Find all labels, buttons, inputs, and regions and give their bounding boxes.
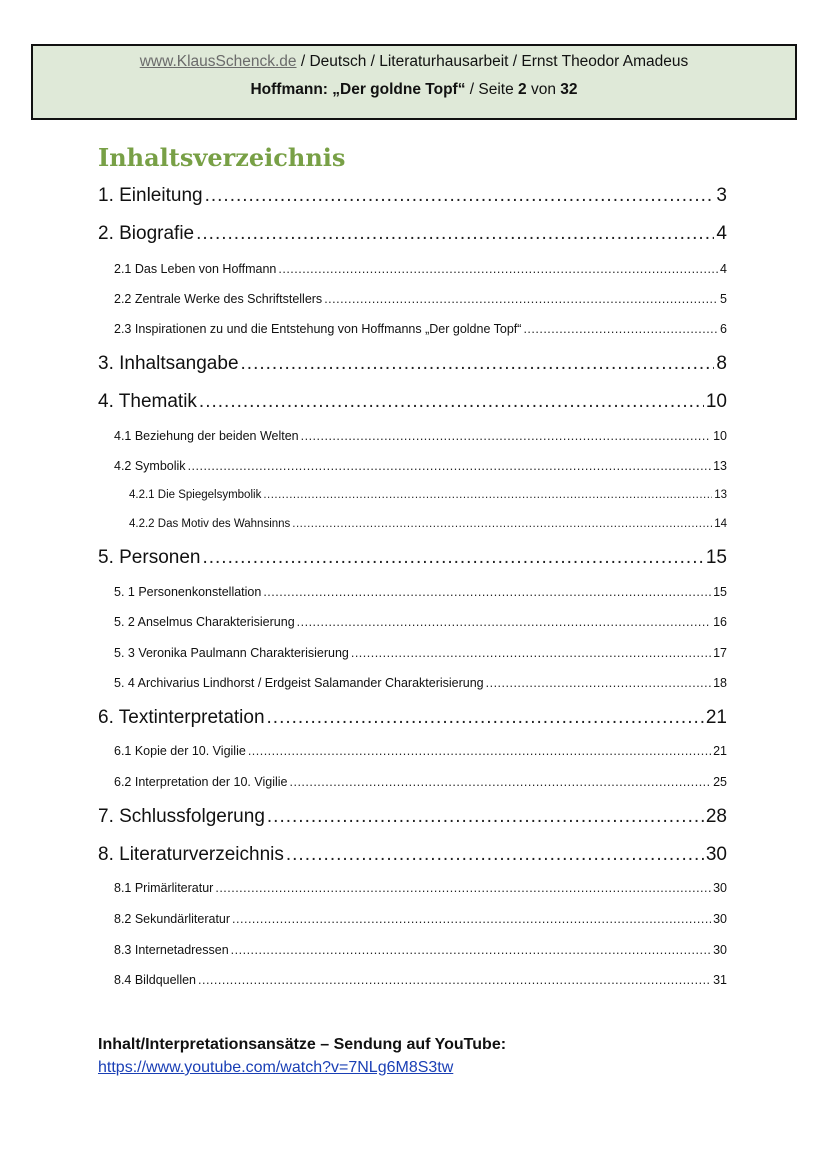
toc-entry-page: 15 xyxy=(705,547,727,568)
toc-leader-dots xyxy=(232,911,711,927)
toc-leader-dots xyxy=(263,584,711,600)
toc-entry-page: 21 xyxy=(713,744,727,758)
toc-leader-dots xyxy=(241,352,715,376)
toc-leader-dots xyxy=(523,321,718,337)
toc-entry-page: 14 xyxy=(714,518,727,530)
header-book-title: Hoffmann: „Der goldne Topf“ xyxy=(250,81,466,98)
toc-entry-text: 5. 1 Personenkonstellation xyxy=(114,585,262,599)
toc-entry-page: 21 xyxy=(705,707,727,728)
toc-entry-page: 30 xyxy=(713,912,727,926)
toc-entry[interactable] xyxy=(98,352,727,376)
toc-entry-page: 3 xyxy=(716,185,727,206)
toc-entry-page: 10 xyxy=(713,429,727,443)
toc-leader-dots xyxy=(188,458,712,474)
toc-entry-page: 30 xyxy=(713,881,727,895)
toc-entry-page: 30 xyxy=(713,943,727,957)
toc-entry-text: 8.3 Internetadressen xyxy=(114,943,229,957)
header-seite-label: / Seite xyxy=(465,81,519,98)
toc-entry-text: 6.1 Kopie der 10. Vigilie xyxy=(114,744,246,758)
toc-entry-text: 4.2.2 Das Motiv des Wahnsinns xyxy=(129,518,291,530)
toc-entry-text: 4.2 Symbolik xyxy=(114,459,186,473)
toc-leader-dots xyxy=(267,706,704,730)
toc-entry[interactable] xyxy=(114,972,727,988)
header-page-total: 32 xyxy=(560,81,578,98)
toc-entry-text: 2.1 Das Leben von Hoffmann xyxy=(114,262,277,276)
toc-leader-dots xyxy=(301,428,711,444)
toc-entry[interactable] xyxy=(98,222,727,246)
toc-entry-text: 8.1 Primärliteratur xyxy=(114,881,214,895)
toc-entry-text: 8.4 Bildquellen xyxy=(114,973,197,987)
toc-leader-dots xyxy=(198,972,711,988)
toc-entry-text: 1. Einleitung xyxy=(98,185,203,206)
toc-entry-text: 5. Personen xyxy=(98,547,201,568)
toc-entry-page: 25 xyxy=(713,775,727,789)
toc-entry-page: 16 xyxy=(713,615,727,629)
header-von-label: von xyxy=(526,81,561,98)
site-link[interactable]: www.KlausSchenck.de xyxy=(139,53,297,70)
toc-entry[interactable] xyxy=(114,675,727,691)
toc-entry-text: 8.2 Sekundärliteratur xyxy=(114,912,231,926)
toc-entry[interactable] xyxy=(114,774,727,790)
youtube-heading: Inhalt/Interpretationsansätze – Sendung auf YouTube: xyxy=(98,1036,507,1053)
toc-entry[interactable] xyxy=(114,261,727,277)
toc-entry-text: 8. Literaturverzeichnis xyxy=(98,844,284,865)
toc-entry[interactable] xyxy=(98,805,727,829)
header-line-2 xyxy=(33,81,795,99)
toc-entry-text: 4.1 Beziehung der beiden Welten xyxy=(114,429,299,443)
toc-leader-dots xyxy=(324,291,718,307)
toc-entry-text: 6.2 Interpretation der 10. Vigilie xyxy=(114,775,288,789)
toc-leader-dots xyxy=(202,546,703,570)
toc-entry-text: 5. 4 Archivarius Lindhorst / Erdgeist Salamander Charakterisierung xyxy=(114,676,484,690)
youtube-link[interactable]: https://www.youtube.com/watch?v=7NLg6M8S3tw xyxy=(98,1059,454,1076)
toc-entry-text: 3. Inhaltsangabe xyxy=(98,353,239,374)
toc-entry[interactable] xyxy=(114,584,727,600)
toc-entry-page: 13 xyxy=(714,489,727,501)
header-page-current: 2 xyxy=(518,81,527,98)
toc-leader-dots xyxy=(263,488,712,503)
toc-entry[interactable] xyxy=(98,706,727,730)
toc-entry[interactable] xyxy=(114,645,727,661)
toc-leader-dots xyxy=(486,675,711,691)
toc-entry[interactable] xyxy=(114,458,727,474)
toc-entry[interactable] xyxy=(98,390,727,414)
header-line-1 xyxy=(33,53,795,71)
toc-leader-dots xyxy=(278,261,718,277)
toc-entry-page: 13 xyxy=(713,459,727,473)
toc-entry-text: 7. Schlussfolgerung xyxy=(98,806,265,827)
toc-entry-text: 2.3 Inspirationen zu und die Entstehung von Hoffmanns „Der goldne Topf“ xyxy=(114,322,522,336)
toc-leader-dots xyxy=(290,774,712,790)
toc-entry[interactable] xyxy=(114,942,727,958)
toc-leader-dots xyxy=(297,614,711,630)
toc-entry-text: 2.2 Zentrale Werke des Schriftstellers xyxy=(114,292,323,306)
toc-title: Inhaltsverzeichnis xyxy=(98,143,346,172)
toc-entry-text: 5. 2 Anselmus Charakterisierung xyxy=(114,615,295,629)
toc-leader-dots xyxy=(205,184,715,208)
toc-entry-page: 28 xyxy=(705,806,727,827)
toc-leader-dots xyxy=(267,805,704,829)
toc-leader-dots xyxy=(351,645,711,661)
toc-entry[interactable] xyxy=(114,743,727,759)
toc-entry[interactable] xyxy=(114,291,727,307)
page-header xyxy=(31,44,797,120)
toc-entry-text: 4. Thematik xyxy=(98,391,197,412)
toc-entry-page: 18 xyxy=(713,676,727,690)
toc-entry-page: 5 xyxy=(720,292,727,306)
toc-leader-dots xyxy=(215,880,711,896)
toc-leader-dots xyxy=(231,942,711,958)
toc-entry[interactable] xyxy=(98,184,727,208)
toc-entry[interactable] xyxy=(114,880,727,896)
toc-entry-page: 4 xyxy=(716,223,727,244)
toc-entry-text: 2. Biografie xyxy=(98,223,195,244)
toc-entry-page: 17 xyxy=(713,646,727,660)
toc-entry[interactable] xyxy=(114,428,727,444)
toc-entry[interactable] xyxy=(114,614,727,630)
toc-entry-page: 4 xyxy=(720,262,727,276)
toc-entry-page: 8 xyxy=(716,353,727,374)
toc-entry-text: 5. 3 Veronika Paulmann Charakterisierung xyxy=(114,646,349,660)
toc-entry[interactable] xyxy=(129,488,727,503)
toc-entry-text: 6. Textinterpretation xyxy=(98,707,265,728)
toc-leader-dots xyxy=(199,390,704,414)
toc-entry[interactable] xyxy=(114,321,727,337)
toc-leader-dots xyxy=(292,517,712,532)
toc-leader-dots xyxy=(196,222,714,246)
toc-entry-page: 31 xyxy=(713,973,727,987)
toc-leader-dots xyxy=(286,843,704,867)
toc-entry[interactable] xyxy=(98,546,727,570)
toc-entry[interactable] xyxy=(129,517,727,532)
toc-entry[interactable] xyxy=(98,843,727,867)
toc-entry-page: 30 xyxy=(705,844,727,865)
toc-leader-dots xyxy=(248,743,711,759)
toc-entry-page: 10 xyxy=(705,391,727,412)
header-breadcrumb: / Deutsch / Literaturhausarbeit / Ernst Theodor Amadeus xyxy=(296,53,689,70)
toc-entry-page: 6 xyxy=(720,322,727,336)
toc-entry[interactable] xyxy=(114,911,727,927)
toc-entry-page: 15 xyxy=(713,585,727,599)
toc-entry-text: 4.2.1 Die Spiegelsymbolik xyxy=(129,489,262,501)
